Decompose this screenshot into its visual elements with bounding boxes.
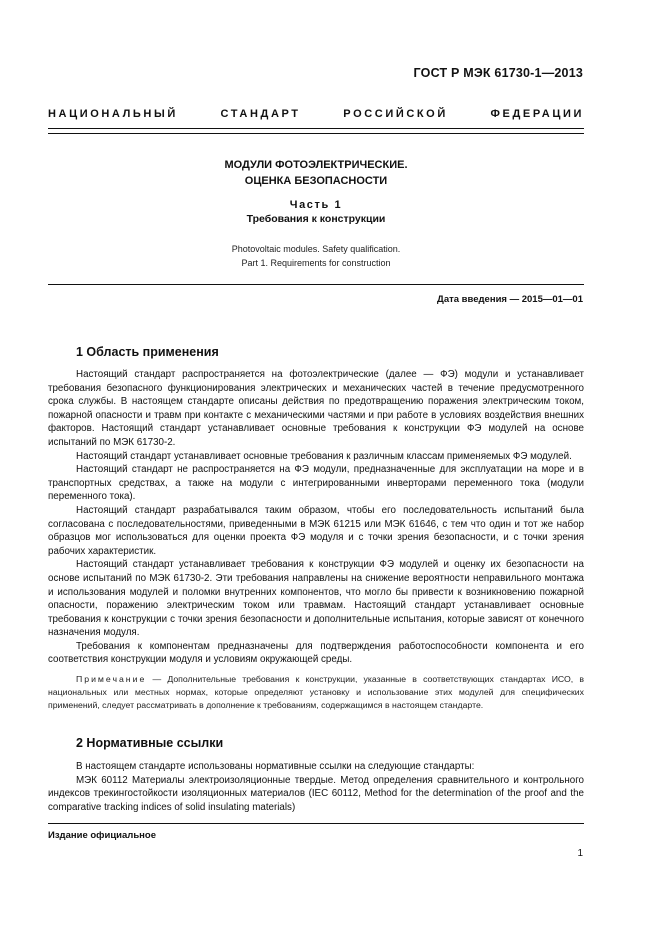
intro-date: Дата введения — 2015—01—01	[437, 294, 583, 305]
paragraph: В настоящем стандарте использованы нормативные ссылки на следующие стандарты:	[76, 761, 475, 772]
section-1-body	[48, 368, 584, 667]
section-2-heading: 2 Нормативные ссылки	[76, 736, 224, 750]
top-divider	[48, 128, 584, 129]
english-title-line-2: Part 1. Requirements for construction	[241, 258, 391, 268]
official-edition: Издание официальное	[48, 830, 156, 841]
part-label: Часть 1	[289, 199, 343, 211]
standard-code: ГОСТ Р МЭК 61730-1—2013	[413, 66, 583, 80]
paragraph: Требования к компонентам предназначены для подтверждения работоспособности компонента и его соответствия конструкции модуля и условиям окружающей среды.	[48, 640, 584, 666]
paragraph: Настоящий стандарт устанавливает основные требования к различным классам применяемых ФЭ модулей.	[76, 450, 572, 462]
section-1-note	[48, 673, 584, 712]
page-number: 1	[577, 848, 583, 859]
part-title: Требования к конструкции	[246, 213, 386, 225]
title-line-2: ОЦЕНКА БЕЗОПАСНОСТИ	[244, 175, 388, 187]
document-title	[48, 157, 584, 189]
english-title	[48, 242, 584, 270]
title-line-1: МОДУЛИ ФОТОЭЛЕКТРИЧЕСКИЕ.	[224, 159, 408, 171]
paragraph: Настоящий стандарт разрабатывался таким образом, чтобы его последовательность испытаний была согласована с последовательностями, приведенными в МЭК 61215 или МЭК 61646, с тем что один и тот же набор образцов мог использоваться для оценки проекта ФЭ модуля и с точки зрения безопасности, и с точки зрения рабочих характеристик.	[48, 504, 584, 557]
national-standard-banner: НАЦИОНАЛЬНЫЙ СТАНДАРТ РОССИЙСКОЙ ФЕДЕРАЦИИ	[48, 108, 584, 120]
english-title-line-1: Photovoltaic modules. Safety qualification.	[231, 244, 401, 254]
intro-divider	[48, 284, 584, 285]
section-2-body	[48, 760, 584, 814]
footer-divider	[48, 823, 584, 824]
top-divider-second	[48, 133, 584, 134]
paragraph: МЭК 60112 Материалы электроизоляционные твердые. Метод определения сравнительного и контрольного индексов трекингостойкости изоляционных материалов (IEC 60112, Method for the determination of the proof and the comparative tracking indices of solid insulating materials)	[48, 774, 584, 813]
paragraph: Настоящий стандарт распространяется на фотоэлектрические (далее — ФЭ) модули и устанавливает требования безопасного функционирования электрических и механических частей в течение предусмотренного срока службы. В настоящем стандарте описаны действия по предотвращению поражения электрическим током, пожарной опасности и травм при контакте с механическими частями и при работе в условиях воздействия внешних факторов. Настоящий стандарт устанавливает основные требования к конструкции ФЭ модулей на основе испытаний по МЭК 61730-2.	[48, 369, 584, 448]
paragraph: Настоящий стандарт устанавливает требования к конструкции ФЭ модулей и оценку их безопасности на основе испытаний по МЭК 61730-2. Эти требования направлены на снижение вероятности неправильного монтажа и использования модулей и поломки внутренних компонентов, что могло бы привести к возникновению пожарной опасности, поражению электрическим током или травмам. Настоящий стандарт устанавливает основные требования к конструкции с точки зрения безопасности и дополнительные испытания, которые зависят от конечного назначения модуля.	[48, 559, 584, 639]
section-1-heading: 1 Область применения	[76, 345, 219, 359]
note-text: — Дополнительные требования к конструкции, указанные в соответствующих стандартах ИСО, в национальных или местных нормах, которые определяют установку и использование этих модулей для специфических применений, следует рассматривать в дополнение к требованиям, содержащимся в настоящем стандарте.	[48, 674, 584, 710]
paragraph: Настоящий стандарт не распространяется на ФЭ модули, предназначенные для эксплуатации на море и в транспортных средствах, а также на модули с интегрированными инверторами переменного тока (модули переменного тока).	[48, 464, 584, 503]
note-label: Примечание	[76, 674, 147, 684]
